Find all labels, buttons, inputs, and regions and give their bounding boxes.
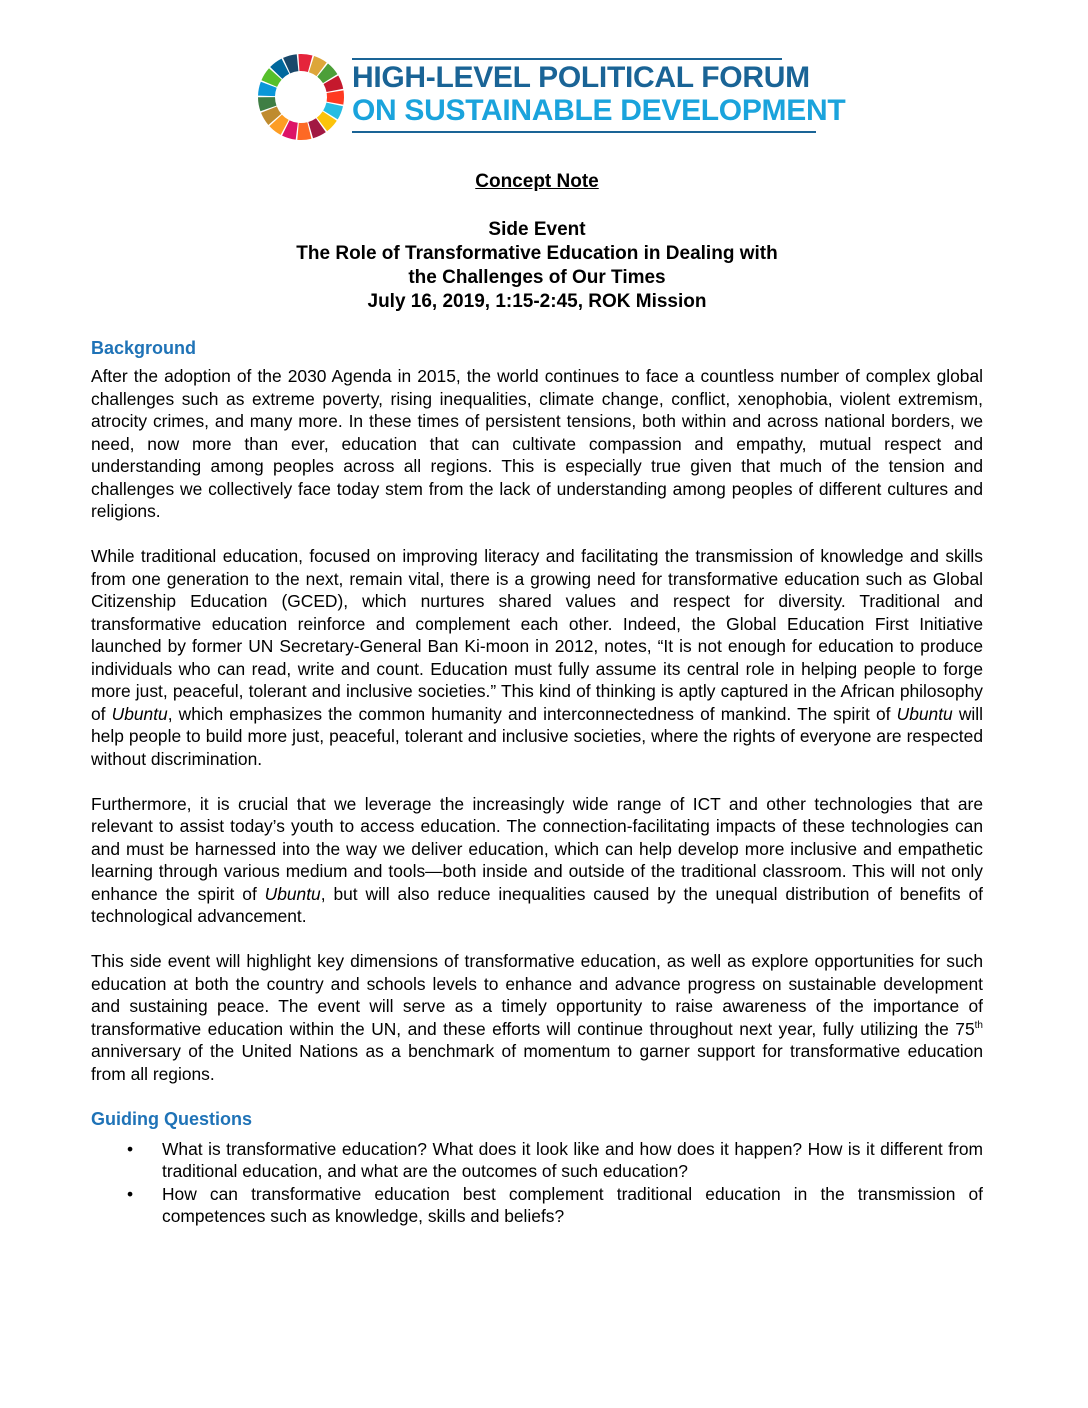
paragraph-text: , which emphasizes the common humanity and interconnectedness of mankind. The spirit of	[167, 703, 897, 724]
bullet-icon: •	[127, 1183, 134, 1204]
list-item	[91, 1138, 983, 1183]
logo-bottom-rule	[352, 131, 816, 133]
paragraph-text: This side event will highlight key dimensions of transformative education, as well as explore opportunities for such education at both the country and schools levels to enhance and advance progress on sustainable development and sustaining peace. The event will serve as a timely opportunity to raise awareness of the importance of transformative education within the UN, and these efforts will continue throughout next year, fully utilizing the 75	[91, 951, 983, 1039]
paragraph-text: anniversary of the United Nations as a benchmark of momentum to garner support for transformative education from all regions.	[91, 1041, 983, 1084]
background-paragraph-4	[91, 950, 983, 1085]
background-heading: Background	[91, 338, 197, 358]
ubuntu-term: Ubuntu	[111, 703, 168, 724]
event-title-line1: The Role of Transformative Education in Dealing with	[296, 243, 778, 264]
paragraph-text: Furthermore, it is crucial that we leverage the increasingly wide range of ICT and other technologies that are relevant to assist today’s youth to access education. The connection-facilitating impacts of these technologies can and must be harnessed into the way we deliver education, which can help develop more inclusive and empathetic learning through various medium and tools—both inside and outside of the traditional classroom. This will not only enhance the spirit of	[91, 793, 983, 904]
ubuntu-term: Ubuntu	[264, 883, 321, 904]
paragraph-text: , but will also reduce inequalities caused by the unequal distribution of benefits of technological advancement.	[91, 883, 983, 926]
concept-note-heading: Concept Note	[475, 171, 599, 192]
event-type: Side Event	[488, 219, 586, 240]
bullet-icon: •	[127, 1138, 134, 1159]
logo-title-line1: HIGH-LEVEL POLITICAL FORUM	[352, 61, 810, 94]
question-text: How can transformative education best complement traditional education in the transmission of competences such as knowledge, skills and beliefs?	[162, 1183, 983, 1226]
ordinal-suffix: th	[974, 1019, 983, 1031]
event-date-location: July 16, 2019, 1:15-2:45, ROK Mission	[367, 291, 707, 312]
title-block	[91, 170, 983, 314]
document-body	[91, 337, 983, 1228]
background-paragraph-2	[91, 545, 983, 770]
guiding-questions-list	[91, 1138, 983, 1228]
event-title-line2: the Challenges of Our Times	[408, 267, 666, 288]
hlpf-logo	[256, 52, 846, 138]
guiding-questions-heading: Guiding Questions	[91, 1108, 252, 1129]
background-paragraph-3	[91, 793, 983, 928]
background-paragraph-1: After the adoption of the 2030 Agenda in 2015, the world continues to face a countless number of complex global challenges such as extreme poverty, rising inequalities, climate change, conflict, xenophobia, violent extremism, atrocity crimes, and many more. In these times of persistent tensions, both within and across national borders, we need, now more than ever, education that can cultivate compassion and empathy, mutual respect and understanding among peoples across all regions. This is especially true given that much of the tension and challenges we collectively face today stem from the lack of understanding among peoples of different cultures and religions.	[91, 366, 983, 521]
list-item	[91, 1183, 983, 1228]
paragraph-text: will help people to build more just, peaceful, tolerant and inclusive societies, where the rights of everyone are respected without discrimination.	[91, 703, 983, 769]
logo-title-line2: ON SUSTAINABLE DEVELOPMENT	[352, 94, 846, 127]
question-text: What is transformative education? What does it look like and how does it happen? How is it different from traditional education, and what are the outcomes of such education?	[162, 1138, 983, 1181]
ubuntu-term: Ubuntu	[896, 703, 953, 724]
paragraph-text: While traditional education, focused on improving literacy and facilitating the transmission of knowledge and skills from one generation to the next, remain vital, there is a growing need for transformative education such as Global Citizenship Education (GCED), which nurtures shared values and respect for diversity. Traditional and transformative education reinforce and complement each other. Indeed, the Global Education First Initiative launched by former UN Secretary-General Ban Ki-moon in 2012, notes, “It is not enough for education to produce individuals who can read, write and count. Education must fully assume its central role in helping people to forge more just, peaceful, tolerant and inclusive societies.” This kind of thinking is aptly captured in the African philosophy of	[91, 546, 983, 724]
sdg-color-wheel-icon	[256, 52, 346, 142]
logo-top-rule	[352, 58, 782, 60]
